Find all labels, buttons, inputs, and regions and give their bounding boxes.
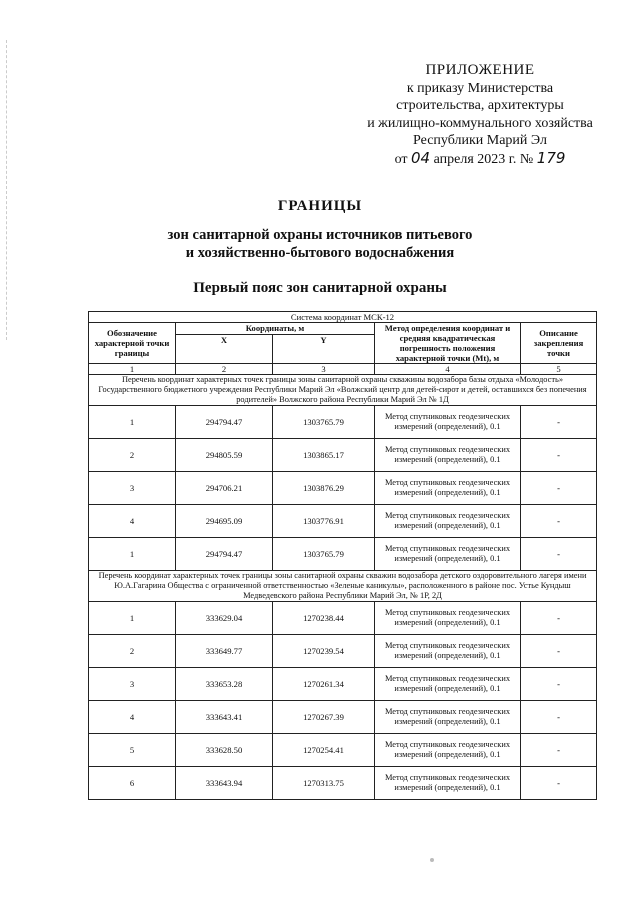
subtitle-line-1: зон санитарной охраны источников питьевого bbox=[167, 227, 473, 243]
table-row bbox=[89, 406, 597, 439]
column-number: 4 bbox=[375, 364, 521, 375]
table-row bbox=[89, 538, 597, 571]
method-cell: Метод спутниковых геодезических измерений (определений), 0.1 bbox=[375, 406, 521, 439]
point-number: 2 bbox=[89, 635, 176, 668]
group-caption: Перечень координат характерных точек границы зоны санитарной охраны скважины водозабора базы отдыха «Молодость» Государственного бюджетного учреждения Республики Марий Эл «Волжский центр для детей-сирот и детей, оставшихся без попечения родителей» Волжского района Республики Марий Эл № 1Д bbox=[89, 375, 597, 406]
table-row bbox=[89, 505, 597, 538]
description-dash: - bbox=[521, 439, 597, 472]
coordinate-system-row bbox=[89, 312, 597, 323]
description-dash: - bbox=[521, 734, 597, 767]
coord-y: 1270239.54 bbox=[273, 635, 375, 668]
method-cell: Метод спутниковых геодезических измерений (определений), 0.1 bbox=[375, 701, 521, 734]
appendix-line-1: к приказу Министерства bbox=[406, 80, 554, 96]
coord-x: 333628.50 bbox=[176, 734, 273, 767]
subtitle-line-2: и хозяйственно-бытового водоснабжения bbox=[185, 245, 455, 261]
table-row bbox=[89, 701, 597, 734]
table-row bbox=[89, 734, 597, 767]
coord-x: 333643.94 bbox=[176, 767, 273, 800]
scan-speck bbox=[430, 858, 434, 862]
method-cell: Метод спутниковых геодезических измерений (определений), 0.1 bbox=[375, 734, 521, 767]
point-number: 1 bbox=[89, 602, 176, 635]
header-y: Y bbox=[273, 334, 375, 363]
order-number-handwritten: 179 bbox=[536, 148, 566, 167]
point-number: 2 bbox=[89, 439, 176, 472]
description-dash: - bbox=[521, 505, 597, 538]
point-number: 3 bbox=[89, 472, 176, 505]
table-row bbox=[89, 668, 597, 701]
method-cell: Метод спутниковых геодезических измерений (определений), 0.1 bbox=[375, 472, 521, 505]
group-caption: Перечень координат характерных точек границы зоны санитарной охраны скважин водозабора детского оздоровительного лагеря имени Ю.А.Гагарина Общества с ограниченной ответственностью «Зеленые каникулы», расположенного в районе пос. Устье Кундыш Медведевского района Республики Марий Эл, № 1Р, 2Д bbox=[89, 571, 597, 602]
point-number: 3 bbox=[89, 668, 176, 701]
appendix-block bbox=[330, 62, 630, 168]
coord-x: 294706.21 bbox=[176, 472, 273, 505]
point-number: 4 bbox=[89, 505, 176, 538]
method-cell: Метод спутниковых геодезических измерений (определений), 0.1 bbox=[375, 505, 521, 538]
appendix-line-3: и жилищно-коммунального хозяйства bbox=[367, 115, 593, 131]
header-x: X bbox=[176, 334, 273, 363]
coord-y: 1270267.39 bbox=[273, 701, 375, 734]
coord-x: 333629.04 bbox=[176, 602, 273, 635]
coord-x: 294805.59 bbox=[176, 439, 273, 472]
coordinates-table bbox=[88, 311, 597, 800]
description-dash: - bbox=[521, 602, 597, 635]
method-cell: Метод спутниковых геодезических измерений (определений), 0.1 bbox=[375, 538, 521, 571]
point-number: 4 bbox=[89, 701, 176, 734]
coord-x: 294794.47 bbox=[176, 406, 273, 439]
appendix-date-line bbox=[330, 150, 630, 169]
coord-x: 333653.28 bbox=[176, 668, 273, 701]
group-caption-row bbox=[89, 375, 597, 406]
coord-x: 294794.47 bbox=[176, 538, 273, 571]
coord-y: 1270313.75 bbox=[273, 767, 375, 800]
column-numbers-row bbox=[89, 364, 597, 375]
method-cell: Метод спутниковых геодезических измерений (определений), 0.1 bbox=[375, 767, 521, 800]
coord-y: 1303865.17 bbox=[273, 439, 375, 472]
point-number: 5 bbox=[89, 734, 176, 767]
coord-x: 294695.09 bbox=[176, 505, 273, 538]
method-cell: Метод спутниковых геодезических измерений (определений), 0.1 bbox=[375, 439, 521, 472]
coord-y: 1270261.34 bbox=[273, 668, 375, 701]
table-row bbox=[89, 472, 597, 505]
header-method: Метод определения координат и средняя квадратическая погрешность положения характерной точки (Mt), м bbox=[375, 323, 521, 364]
table-row bbox=[89, 635, 597, 668]
date-day-handwritten: 04 bbox=[411, 148, 431, 167]
description-dash: - bbox=[521, 472, 597, 505]
coord-y: 1270254.41 bbox=[273, 734, 375, 767]
method-cell: Метод спутниковых геодезических измерений (определений), 0.1 bbox=[375, 668, 521, 701]
description-dash: - bbox=[521, 406, 597, 439]
header-description: Описание закрепления точки bbox=[521, 323, 597, 364]
point-number: 1 bbox=[89, 406, 176, 439]
coord-y: 1303876.29 bbox=[273, 472, 375, 505]
coordinate-system-label: Система координат МСК-12 bbox=[89, 312, 597, 323]
document-title: ГРАНИЦЫ bbox=[277, 198, 363, 214]
table-row bbox=[89, 602, 597, 635]
coord-y: 1303765.79 bbox=[273, 406, 375, 439]
header-coordinates: Координаты, м bbox=[176, 323, 375, 335]
date-rest: апреля 2023 г. № bbox=[433, 151, 534, 167]
point-number: 6 bbox=[89, 767, 176, 800]
group-caption-row bbox=[89, 571, 597, 602]
column-number: 5 bbox=[521, 364, 597, 375]
header-point: Обозначение характерной точки границы bbox=[89, 323, 176, 364]
column-number: 3 bbox=[273, 364, 375, 375]
coord-y: 1303776.91 bbox=[273, 505, 375, 538]
coord-y: 1303765.79 bbox=[273, 538, 375, 571]
coord-x: 333643.41 bbox=[176, 701, 273, 734]
coord-x: 333649.77 bbox=[176, 635, 273, 668]
column-number: 1 bbox=[89, 364, 176, 375]
description-dash: - bbox=[521, 668, 597, 701]
table-row bbox=[89, 767, 597, 800]
document-subtitle bbox=[0, 226, 640, 262]
coord-y: 1270238.44 bbox=[273, 602, 375, 635]
description-dash: - bbox=[521, 635, 597, 668]
belt-title: Первый пояс зон санитарной охраны bbox=[193, 280, 447, 296]
method-cell: Метод спутниковых геодезических измерений (определений), 0.1 bbox=[375, 602, 521, 635]
description-dash: - bbox=[521, 538, 597, 571]
appendix-line-2: строительства, архитектуры bbox=[396, 98, 564, 113]
appendix-line-4: Республики Марий Эл bbox=[413, 133, 547, 148]
table-row bbox=[89, 439, 597, 472]
description-dash: - bbox=[521, 701, 597, 734]
point-number: 1 bbox=[89, 538, 176, 571]
header-row-1 bbox=[89, 323, 597, 335]
column-number: 2 bbox=[176, 364, 273, 375]
appendix-heading: ПРИЛОЖЕНИЕ bbox=[425, 62, 535, 78]
description-dash: - bbox=[521, 767, 597, 800]
date-prefix: от bbox=[394, 151, 408, 167]
method-cell: Метод спутниковых геодезических измерений (определений), 0.1 bbox=[375, 635, 521, 668]
